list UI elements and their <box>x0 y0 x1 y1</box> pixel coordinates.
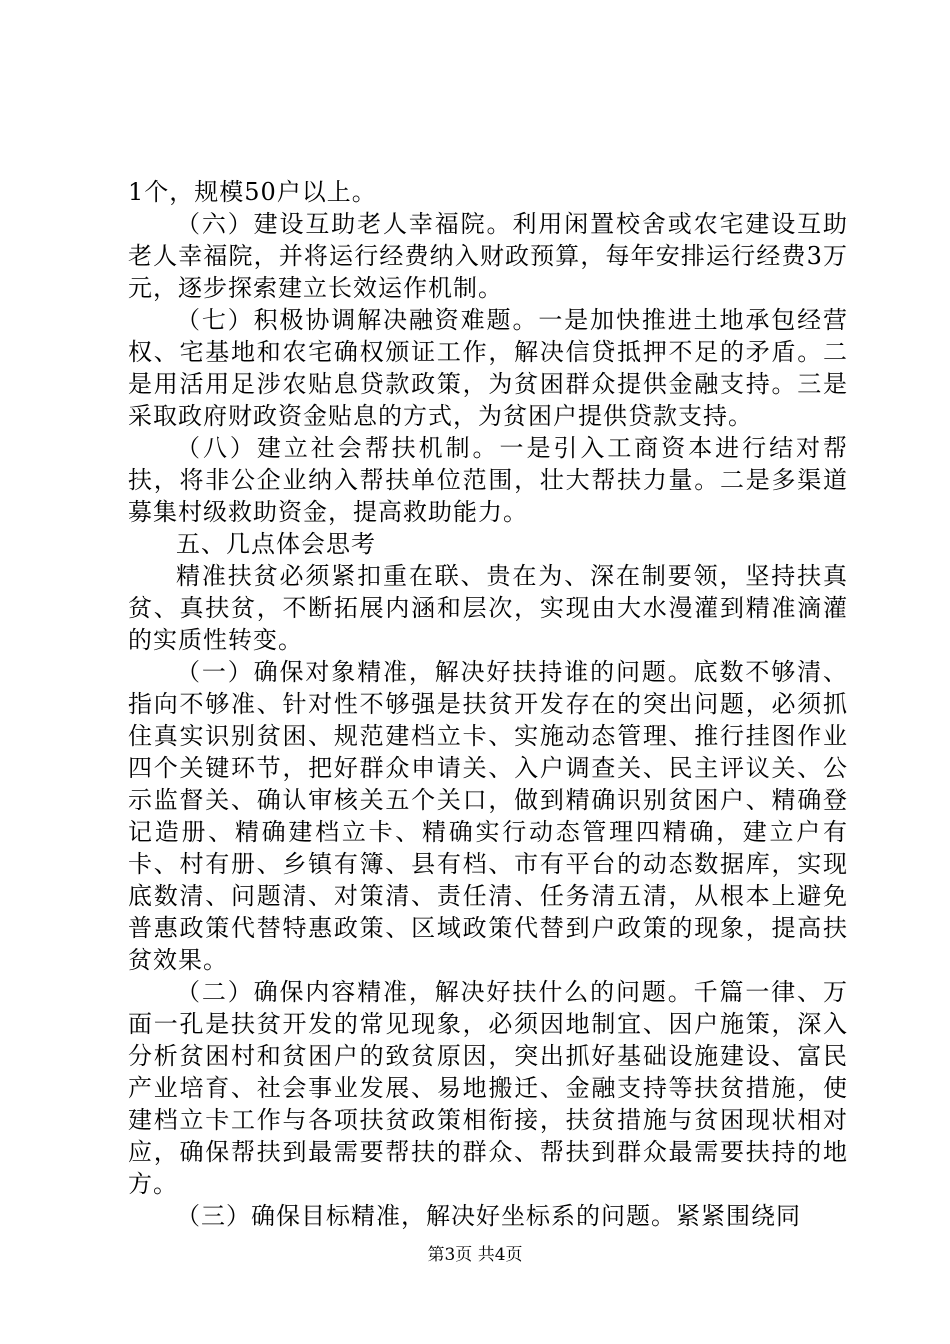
paragraph-point-3: （三）确保目标精准，解决好坐标系的问题。紧紧围绕同 <box>176 1202 801 1230</box>
paragraph-intro: 精准扶贫必须紧扣重在联、贵在为、深在制要领，坚持扶真贫、真扶贫，不断拓展内涵和层次，实现由大水漫灌到精准滴灌的实质性转变。 <box>128 562 848 654</box>
paragraph-item-6: （六）建设互助老人幸福院。利用闲置校舍或农宅建设互助老人幸福院，并将运行经费纳入财政预算，每年安排运行经费3万元，逐步探索建立长效运作机制。 <box>128 210 848 302</box>
paragraph-item-8: （八）建立社会帮扶机制。一是引入工商资本进行结对帮扶，将非公企业纳入帮扶单位范围，壮大帮扶力量。二是多渠道募集村级救助资金，提高救助能力。 <box>128 434 848 526</box>
document-body <box>128 176 848 1232</box>
page-footer: 第3页 共4页 <box>427 1245 523 1265</box>
paragraph-continuation: 1个，规模50户以上。 <box>128 178 377 206</box>
paragraph-item-7: （七）积极协调解决融资难题。一是加快推进土地承包经营权、宅基地和农宅确权颁证工作，解决信贷抵押不足的矛盾。二是用活用足涉农贴息贷款政策，为贫困群众提供金融支持。三是采取政府财政资金贴息的方式，为贫困户提供贷款支持。 <box>128 306 848 430</box>
section-heading-5: 五、几点体会思考 <box>176 530 376 558</box>
paragraph-point-1: （一）确保对象精准，解决好扶持谁的问题。底数不够清、指向不够准、针对性不够强是扶贫开发存在的突出问题，必须抓住真实识别贫困、规范建档立卡、实施动态管理、推行挂图作业四个关键环节，把好群众申请关、入户调查关、民主评议关、公示监督关、确认审核关五个关口，做到精确识别贫困户、精确登记造册、精确建档立卡、精确实行动态管理四精确，建立户有卡、村有册、乡镇有簿、县有档、市有平台的动态数据库，实现底数清、问题清、对策清、责任清、任务清五清，从根本上避免普惠政策代替特惠政策、区域政策代替到户政策的现象，提高扶贫效果。 <box>128 658 848 974</box>
paragraph-point-2: （二）确保内容精准，解决好扶什么的问题。千篇一律、万面一孔是扶贫开发的常见现象，必须因地制宜、因户施策，深入分析贫困村和贫困户的致贫原因，突出抓好基础设施建设、富民产业培育、社会事业发展、易地搬迁、金融支持等扶贫措施，使建档立卡工作与各项扶贫政策相衔接，扶贫措施与贫困现状相对应，确保帮扶到最需要帮扶的群众、帮扶到群众最需要扶持的地方。 <box>128 978 848 1198</box>
